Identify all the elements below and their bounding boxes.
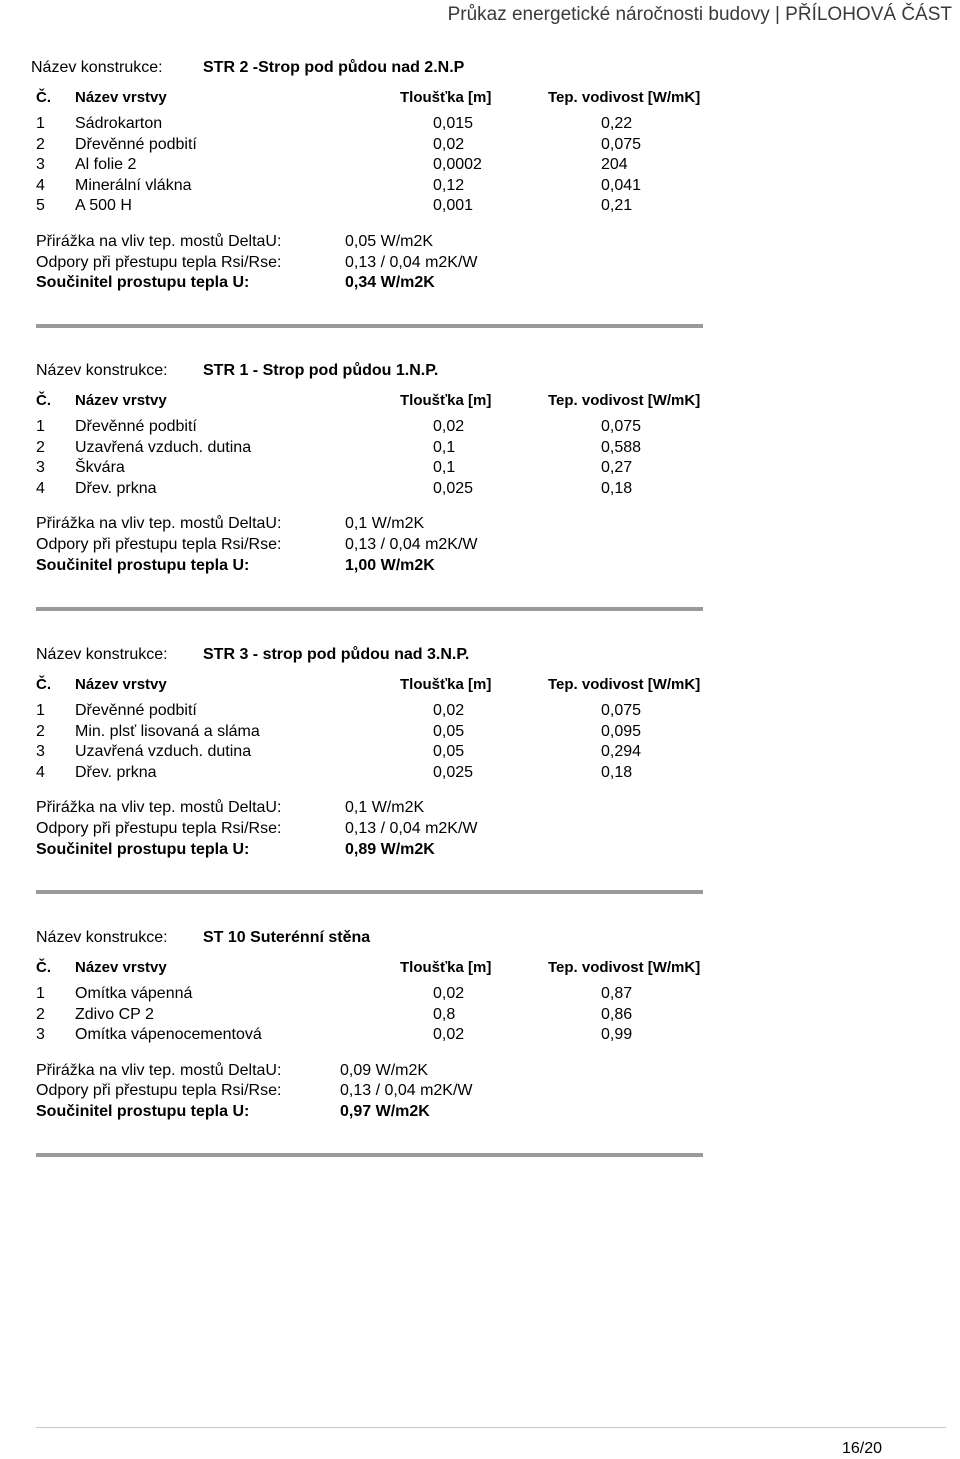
construction-name-value: ST 10 Suterénní stěna (203, 929, 371, 946)
construction-name-row (0, 645, 960, 665)
layer-name: Omítka vápenocementová (75, 1026, 262, 1044)
u-value-value: 0,97 W/m2K (340, 1103, 430, 1120)
layer-thickness: 0,02 (433, 985, 465, 1002)
layer-row (0, 742, 960, 762)
rsi-rse-row (0, 535, 960, 555)
layer-number: 4 (36, 479, 45, 497)
layer-number: 3 (36, 743, 45, 761)
layer-number: 2 (36, 722, 45, 740)
layer-row (0, 196, 960, 216)
layer-thickness: 0,02 (433, 1026, 465, 1044)
layer-thickness: 0,001 (433, 197, 474, 215)
col-header-conductivity: Tep. vodivost [W/mK] (548, 89, 701, 106)
deltaU-row (0, 798, 960, 818)
layer-thickness: 0,8 (433, 1005, 456, 1023)
layer-table-header (0, 675, 960, 695)
layer-row (0, 155, 960, 175)
layer-conductivity: 0,21 (601, 197, 633, 215)
rsi-rse-value: 0,13 / 0,04 m2K/W (345, 820, 478, 837)
u-value-value: 0,34 W/m2K (345, 274, 435, 292)
layer-row (0, 763, 960, 783)
layer-row (0, 176, 960, 196)
layer-conductivity: 0,87 (601, 985, 633, 1002)
u-value-row (0, 840, 960, 860)
rsi-rse-value: 0,13 / 0,04 m2K/W (345, 253, 478, 271)
layer-name: Min. plsť lisovaná a sláma (75, 722, 260, 740)
construction-name-label: Název konstrukce: (36, 362, 168, 379)
layer-name: Dřevěnné podbití (75, 418, 197, 435)
layer-conductivity: 0,22 (601, 115, 633, 132)
layer-conductivity: 0,041 (601, 176, 642, 194)
deltaU-value: 0,05 W/m2K (345, 233, 434, 250)
layer-thickness: 0,025 (433, 763, 474, 781)
layer-number: 3 (36, 1026, 45, 1044)
deltaU-label: Přirážka na vliv tep. mostů DeltaU: (36, 233, 282, 250)
layer-conductivity: 0,075 (601, 418, 642, 435)
u-value-row (0, 273, 960, 293)
col-header-thickness: Tloušťka [m] (400, 89, 492, 106)
col-header-thickness: Tloušťka [m] (400, 676, 492, 693)
col-header-conductivity: Tep. vodivost [W/mK] (548, 392, 701, 409)
deltaU-label: Přirážka na vliv tep. mostů DeltaU: (36, 1061, 282, 1079)
section-divider (36, 607, 703, 611)
rsi-rse-value: 0,13 / 0,04 m2K/W (340, 1082, 473, 1100)
deltaU-value: 0,1 W/m2K (345, 515, 425, 533)
rsi-rse-row (0, 253, 960, 273)
layer-table-header (0, 958, 960, 978)
layer-name: Minerální vlákna (75, 176, 192, 194)
layer-row (0, 458, 960, 478)
col-header-name: Název vrstvy (75, 959, 167, 976)
rsi-rse-value: 0,13 / 0,04 m2K/W (345, 536, 478, 553)
rsi-rse-label: Odpory při přestupu tepla Rsi/Rse: (36, 820, 282, 837)
layer-thickness: 0,02 (433, 702, 465, 719)
layer-name: Dřev. prkna (75, 479, 157, 497)
layer-number: 1 (36, 115, 45, 132)
layer-name: Uzavřená vzduch. dutina (75, 743, 252, 761)
u-value-value: 0,89 W/m2K (345, 840, 435, 858)
construction-name-value: STR 2 -Strop pod půdou nad 2.N.P (203, 59, 465, 76)
layer-number: 1 (36, 418, 45, 435)
layer-thickness: 0,025 (433, 479, 474, 497)
col-header-name: Název vrstvy (75, 392, 167, 409)
layer-name: Uzavřená vzduch. dutina (75, 438, 252, 456)
col-header-conductivity: Tep. vodivost [W/mK] (548, 959, 701, 976)
rsi-rse-label: Odpory při přestupu tepla Rsi/Rse: (36, 536, 282, 553)
layer-number: 2 (36, 135, 45, 153)
layer-conductivity: 0,18 (601, 763, 633, 781)
layer-thickness: 0,1 (433, 459, 456, 477)
col-header-thickness: Tloušťka [m] (400, 959, 492, 976)
layer-number: 2 (36, 438, 45, 456)
layer-name: Omítka vápenná (75, 985, 193, 1002)
layer-conductivity: 204 (601, 156, 628, 174)
section-divider (36, 324, 703, 328)
layer-row (0, 1005, 960, 1025)
col-header-number: Č. (36, 959, 51, 976)
layer-name: Zdivo CP 2 (75, 1005, 154, 1023)
deltaU-row (0, 514, 960, 534)
layer-thickness: 0,02 (433, 135, 465, 153)
layer-thickness: 0,12 (433, 176, 465, 194)
layer-conductivity: 0,095 (601, 722, 642, 740)
layer-row (0, 417, 960, 437)
layer-number: 4 (36, 176, 45, 194)
deltaU-value: 0,09 W/m2K (340, 1061, 429, 1079)
layer-row (0, 701, 960, 721)
layer-thickness: 0,05 (433, 743, 465, 761)
construction-name-label: Název konstrukce: (31, 59, 163, 76)
construction-name-row (0, 928, 960, 948)
col-header-name: Název vrstvy (75, 676, 167, 693)
u-value-row (0, 1102, 960, 1122)
section-divider (36, 1153, 703, 1157)
col-header-conductivity: Tep. vodivost [W/mK] (548, 676, 701, 693)
layer-name: A 500 H (75, 197, 132, 215)
layer-row (0, 135, 960, 155)
layer-name: Dřevěnné podbití (75, 702, 197, 719)
col-header-thickness: Tloušťka [m] (400, 392, 492, 409)
layer-number: 1 (36, 985, 45, 1002)
rsi-rse-row (0, 819, 960, 839)
layer-row (0, 114, 960, 134)
construction-name-value: STR 1 - Strop pod půdou 1.N.P. (203, 362, 439, 379)
deltaU-value: 0,1 W/m2K (345, 799, 425, 817)
layer-conductivity: 0,27 (601, 459, 633, 477)
layer-number: 2 (36, 1005, 45, 1023)
u-value-value: 1,00 W/m2K (345, 556, 435, 574)
layer-number: 3 (36, 459, 45, 477)
deltaU-label: Přirážka na vliv tep. mostů DeltaU: (36, 799, 282, 817)
col-header-number: Č. (36, 676, 51, 693)
u-value-label: Součinitel prostupu tepla U: (36, 1103, 250, 1120)
layer-table-header (0, 391, 960, 411)
u-value-label: Součinitel prostupu tepla U: (36, 840, 250, 858)
layer-thickness: 0,1 (433, 438, 456, 456)
u-value-row (0, 556, 960, 576)
layer-number: 5 (36, 197, 45, 215)
layer-table-header (0, 88, 960, 108)
col-header-name: Název vrstvy (75, 89, 167, 106)
layer-conductivity: 0,075 (601, 135, 642, 153)
layer-number: 3 (36, 156, 45, 174)
layer-conductivity: 0,075 (601, 702, 642, 719)
layer-row (0, 722, 960, 742)
layer-conductivity: 0,86 (601, 1005, 633, 1023)
construction-name-row (0, 58, 960, 78)
layer-number: 1 (36, 702, 45, 719)
layer-name: Al folie 2 (75, 156, 137, 174)
construction-name-value: STR 3 - strop pod půdou nad 3.N.P. (203, 646, 470, 663)
rsi-rse-row (0, 1081, 960, 1101)
construction-name-label: Název konstrukce: (36, 646, 168, 663)
layer-conductivity: 0,18 (601, 479, 633, 497)
construction-name-row (0, 361, 960, 381)
layer-row (0, 438, 960, 458)
deltaU-row (0, 1061, 960, 1081)
u-value-label: Součinitel prostupu tepla U: (36, 556, 250, 574)
layer-conductivity: 0,99 (601, 1026, 633, 1044)
col-header-number: Č. (36, 89, 51, 106)
layer-thickness: 0,02 (433, 418, 465, 435)
layer-conductivity: 0,588 (601, 438, 642, 456)
layer-conductivity: 0,294 (601, 743, 642, 761)
page-number: 16/20 (841, 1440, 882, 1457)
layer-name: Dřevěnné podbití (75, 135, 197, 153)
layer-number: 4 (36, 763, 45, 781)
deltaU-row (0, 232, 960, 252)
u-value-label: Součinitel prostupu tepla U: (36, 274, 250, 292)
col-header-number: Č. (36, 392, 51, 409)
layer-name: Sádrokarton (75, 115, 163, 132)
section-divider (36, 890, 703, 894)
rsi-rse-label: Odpory při přestupu tepla Rsi/Rse: (36, 253, 282, 271)
layer-row (0, 1025, 960, 1045)
layer-name: Dřev. prkna (75, 763, 157, 781)
deltaU-label: Přirážka na vliv tep. mostů DeltaU: (36, 515, 282, 533)
rsi-rse-label: Odpory při přestupu tepla Rsi/Rse: (36, 1082, 282, 1100)
footer-divider (36, 1427, 946, 1428)
layer-thickness: 0,015 (433, 115, 474, 132)
layer-row (0, 984, 960, 1004)
layer-name: Škvára (75, 459, 125, 477)
construction-name-label: Název konstrukce: (36, 929, 168, 946)
layer-thickness: 0,05 (433, 722, 465, 740)
page-header-title: Průkaz energetické náročnosti budovy | PŘÍLOHOVÁ ČÁST (447, 4, 952, 25)
layer-thickness: 0,0002 (433, 156, 482, 174)
layer-row (0, 479, 960, 499)
